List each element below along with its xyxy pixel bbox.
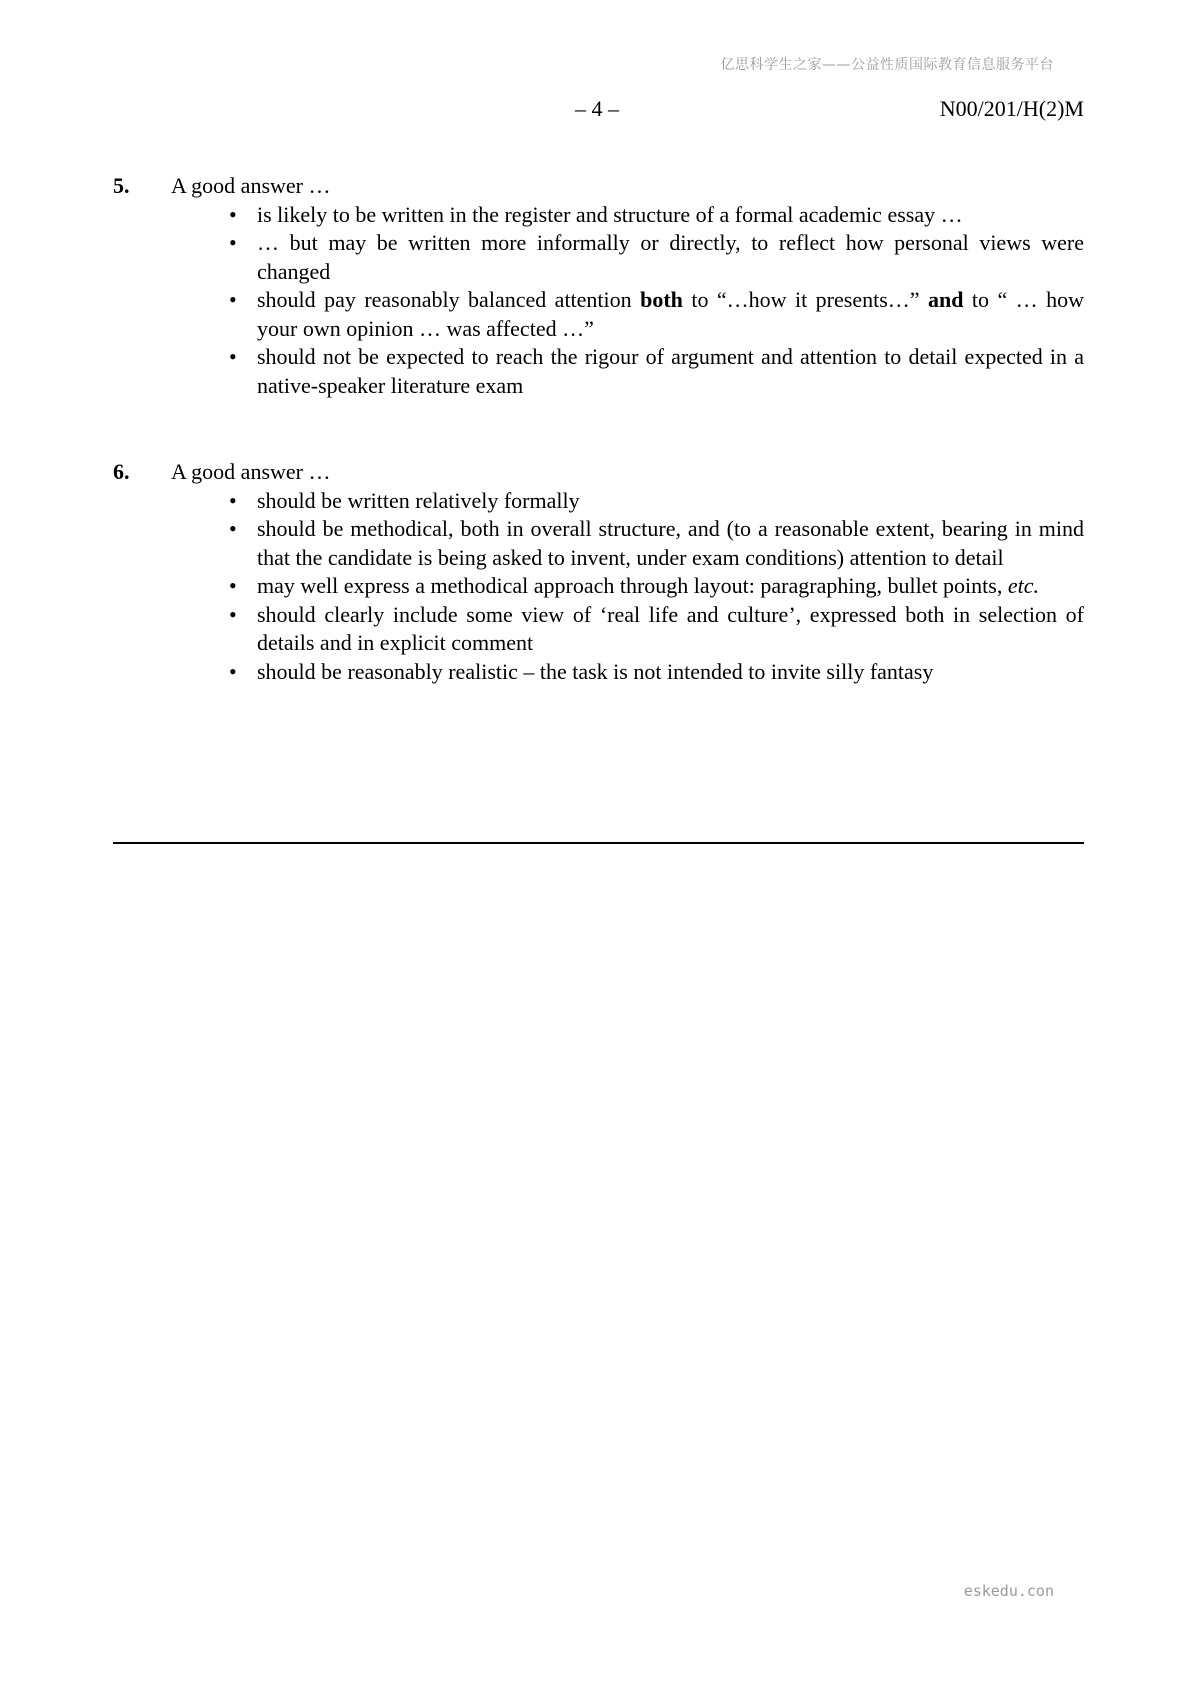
text-run: to “ … how your own opinion … was affected …” (257, 287, 1084, 341)
list-item-text: should clearly include some view of ‘real life and culture’, expressed both in selection of details and in explicit comment (257, 601, 1084, 655)
list-item-text: should not be expected to reach the rigour of argument and attention to detail expected in a native-speaker literature exam (257, 344, 1084, 398)
page-number: – 4 – (575, 96, 619, 121)
question-intro: A good answer … (171, 459, 331, 484)
text-run: to “…how it presents…” (682, 287, 928, 312)
question-number: 5. (113, 173, 130, 198)
text-run: should pay reasonably balanced attention (257, 287, 641, 312)
list-item (229, 601, 1084, 658)
bullet-icon: • (229, 287, 237, 312)
bullet-icon: • (229, 516, 237, 541)
list-item-text (257, 287, 1084, 341)
emphasis-both: both (640, 287, 683, 312)
emphasis-etc: etc. (1007, 573, 1040, 598)
bullet-list (113, 487, 1084, 687)
list-item (229, 343, 1084, 400)
list-item (229, 487, 1084, 516)
bullet-icon: • (229, 344, 237, 369)
question-number: 6. (113, 459, 130, 484)
list-item (229, 229, 1084, 286)
list-item-text (257, 573, 1039, 598)
end-rule (113, 842, 1084, 844)
bullet-icon: • (229, 573, 237, 598)
question-6-heading (113, 458, 1084, 487)
bullet-icon: • (229, 201, 237, 227)
list-item (229, 572, 1084, 601)
bullet-icon: • (229, 658, 237, 684)
list-item-text: is likely to be written in the register and structure of a formal academic essay … (257, 201, 963, 227)
question-6 (113, 458, 1084, 686)
question-5 (113, 172, 1084, 400)
list-item (229, 658, 1084, 687)
header-watermark: 亿思科学生之家——公益性质国际教育信息服务平台 (720, 57, 1054, 73)
bullet-icon: • (229, 487, 237, 513)
list-item-text: … but may be written more informally or directly, to reflect how personal views were changed (257, 230, 1084, 284)
bullet-icon: • (229, 230, 237, 255)
question-5-heading (113, 172, 1084, 201)
list-item-text: should be methodical, both in overall structure, and (to a reasonable extent, bearing in mind that the candidate is being asked to invent, under exam conditions) attention to detail (257, 516, 1084, 570)
list-item (229, 515, 1084, 572)
bullet-list (113, 201, 1084, 401)
document-code: N00/201/H(2)M (939, 96, 1084, 121)
footer-watermark: eskedu.con (963, 1582, 1054, 1600)
list-item (229, 286, 1084, 343)
list-item (229, 201, 1084, 230)
bullet-icon: • (229, 601, 237, 627)
list-item-text: should be reasonably realistic – the task is not intended to invite silly fantasy (257, 658, 934, 684)
question-intro: A good answer … (171, 173, 331, 198)
text-run: may well express a methodical approach through layout: paragraphing, bullet points, (257, 573, 1008, 598)
emphasis-and: and (927, 287, 964, 312)
list-item-text: should be written relatively formally (257, 487, 580, 513)
